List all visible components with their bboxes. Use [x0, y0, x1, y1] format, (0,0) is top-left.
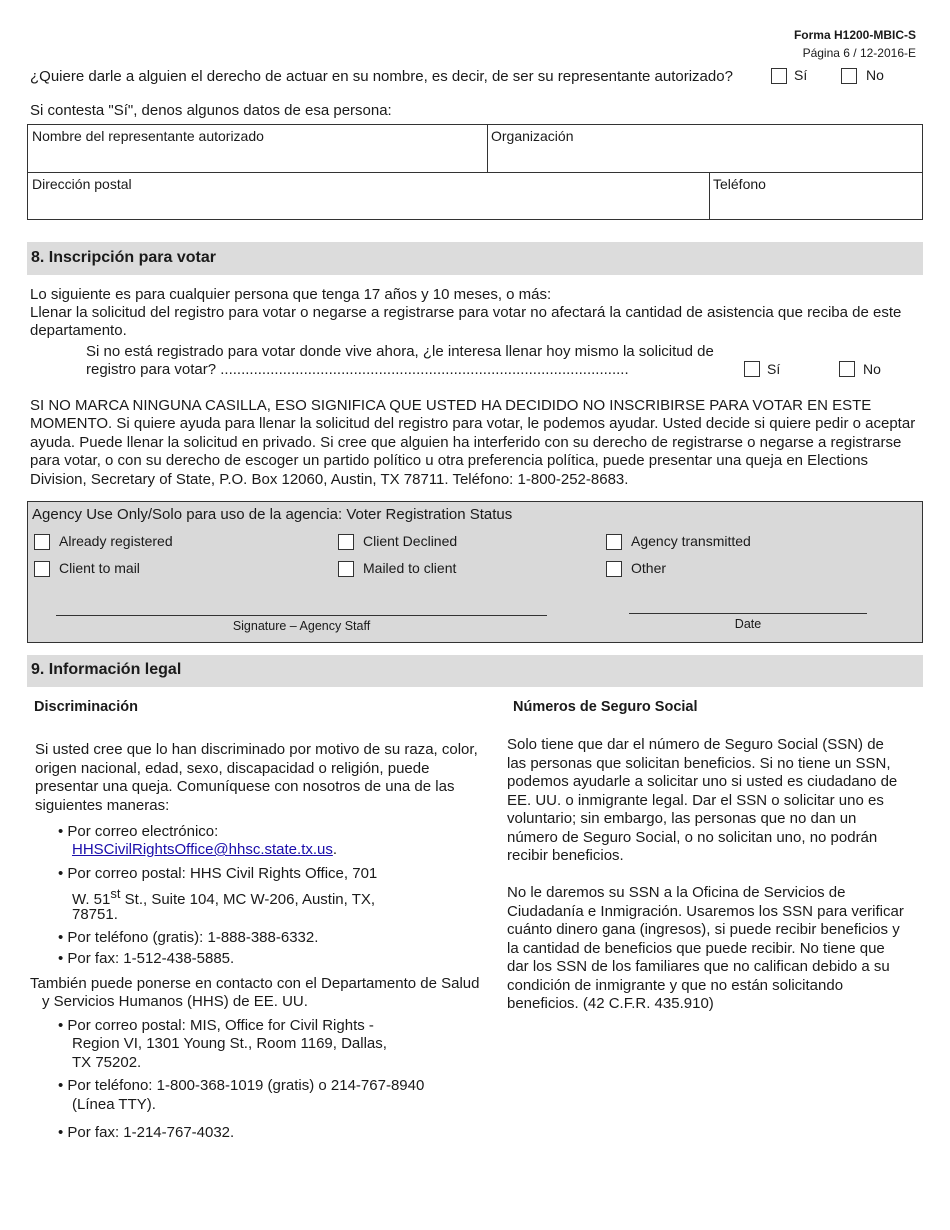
agency-box [27, 501, 923, 643]
organization-field[interactable]: Organización [491, 128, 574, 144]
representative-instruction: Si contesta "Sí", denos algunos datos de esa persona: [30, 102, 392, 119]
email-bullet: • Por correo electrónico: [58, 823, 219, 840]
table-vline [487, 125, 488, 172]
voter-no-checkbox[interactable] [839, 361, 855, 377]
already-registered-label: Already registered [59, 533, 173, 549]
page-info: Página 6 / 12-2016-E [802, 46, 916, 60]
client-declined-checkbox[interactable] [338, 534, 354, 550]
fax-bullet: • Por fax: 1-512-438-5885. [58, 950, 235, 967]
hhs-fax: • Por fax: 1-214-767-4032. [58, 1124, 235, 1141]
representative-no-checkbox[interactable] [841, 68, 857, 84]
signature-label: Signature – Agency Staff [232, 619, 371, 633]
hhs-line-1: También puede ponerse en contacto con el Departamento de Salud [30, 975, 480, 992]
hhs-phone-1: • Por teléfono: 1-800-368-1019 (gratis) o 214-767-8940 [58, 1077, 425, 1094]
agency-transmitted-checkbox[interactable] [606, 534, 622, 550]
civil-rights-email-link[interactable]: HHSCivilRightsOffice@hhsc.state.tx.us [72, 841, 333, 858]
representative-yes-label: Sí [794, 67, 808, 83]
email-link-line [72, 841, 337, 860]
legal-section-title: 9. Información legal [31, 661, 182, 678]
mail-address-sup: st [110, 886, 121, 901]
mail-bullet-1: • Por correo postal: HHS Civil Rights Office, 701 [58, 865, 378, 882]
signature-line[interactable] [56, 615, 547, 616]
mail-address-a: W. 51 [72, 891, 111, 908]
voter-intro-1: Lo siguiente es para cualquier persona que tenga 17 años y 10 meses, o más: [30, 286, 552, 303]
email-period: . [332, 841, 338, 858]
representative-question: ¿Quiere darle a alguien el derecho de actuar en su nombre, es decir, de ser su representante autorizado? [30, 68, 733, 85]
representative-table [27, 124, 923, 220]
date-line[interactable] [629, 613, 867, 614]
table-hline [28, 172, 922, 173]
voter-question-1: Si no está registrado para votar donde vive ahora, ¿le interesa llenar hoy mismo la solicitud de [86, 343, 714, 360]
table-vline [709, 172, 710, 219]
ssn-heading: Números de Seguro Social [513, 699, 698, 715]
hhs-mail-3: TX 75202. [72, 1054, 142, 1071]
agency-title: Agency Use Only/Solo para uso de la agencia: Voter Registration Status [32, 506, 513, 523]
voter-notice: SI NO MARCA NINGUNA CASILLA, ESO SIGNIFICA QUE USTED HA DECIDIDO NO INSCRIBIRSE PARA VOTAR EN ESTE MOMENTO. Si quiere ayuda para llenar la solicitud del registro para votar, le podemos ayudar. Usted decide si quiere pedir o aceptar ayuda. Puede llenar la solicitud en privado. Si cree que alguien ha interferido con su derecho de registrarse o negarse a registrarse para votar, o con su derecho de escoger un partido político u otra preferencia política, puede presentar una queja en Elections Division, Secretary of State, P.O. Box 12060, Austin, TX 78711. Teléfono: 1-800-252-8683. [30, 397, 916, 488]
voter-question-2: registro para votar? .................................................................................................. [86, 361, 629, 378]
phone-field[interactable]: Teléfono [713, 176, 766, 192]
voter-intro-2: Llenar la solicitud del registro para votar o negarse a registrarse para votar no afectará la cantidad de asistencia que reciba de este departamento. [30, 304, 902, 340]
address-field[interactable]: Dirección postal [32, 176, 132, 192]
voter-section-header [27, 242, 923, 275]
other-checkbox[interactable] [606, 561, 622, 577]
voter-section-title: 8. Inscripción para votar [31, 249, 216, 266]
name-field[interactable]: Nombre del representante autorizado [32, 128, 264, 144]
voter-yes-checkbox[interactable] [744, 361, 760, 377]
hhs-mail-1: • Por correo postal: MIS, Office for Civil Rights - [58, 1017, 374, 1034]
voter-no-label: No [863, 361, 881, 377]
client-to-mail-checkbox[interactable] [34, 561, 50, 577]
already-registered-checkbox[interactable] [34, 534, 50, 550]
phone-bullet: • Por teléfono (gratis): 1-888-388-6332. [58, 929, 319, 946]
date-label: Date [734, 617, 762, 631]
hhs-line-2: y Servicios Humanos (HHS) de EE. UU. [42, 993, 308, 1010]
form-id: Forma H1200-MBIC-S [793, 28, 916, 42]
representative-no-label: No [866, 67, 884, 83]
client-to-mail-label: Client to mail [59, 560, 140, 576]
legal-section-header [27, 655, 923, 687]
mailed-to-client-label: Mailed to client [363, 560, 457, 576]
hhs-phone-2: (Línea TTY). [72, 1096, 156, 1113]
other-label: Other [631, 560, 667, 576]
mail-address-b: St., Suite 104, MC W-206, Austin, TX, [120, 891, 376, 908]
hhs-mail-2: Region VI, 1301 Young St., Room 1169, Dallas, [72, 1035, 387, 1052]
agency-transmitted-label: Agency transmitted [631, 533, 751, 549]
discrimination-intro: Si usted cree que lo han discriminado por motivo de su raza, color, origen nacional, edad, sexo, discapacidad o religión, puede presentar una queja. Comuníquese con nosotros de una de las siguientes maneras: [35, 741, 478, 814]
discrimination-heading: Discriminación [34, 699, 138, 715]
client-declined-label: Client Declined [363, 533, 458, 549]
ssn-paragraph-2: No le daremos su SSN a la Oficina de Servicios de Ciudadanía e Inmigración. Usaremos los SSN para verificar cuánto dinero gana (ingresos), si puede recibir beneficios y la cantidad de beneficios que puede recibir. No tiene que dar los SSN de los familiares que no califican debido a su condición de inmigrante y que no están solicitando beneficios. (42 C.F.R. 435.910) [507, 884, 904, 1012]
voter-yes-label: Sí [767, 361, 781, 377]
mail-bullet-3: 78751. [72, 906, 118, 923]
mailed-to-client-checkbox[interactable] [338, 561, 354, 577]
ssn-paragraph-1: Solo tiene que dar el número de Seguro Social (SSN) de las personas que solicitan beneficios. Si no tiene un SSN, podemos ayudarle a solicitar uno si usted es ciudadano de EE. UU. o inmigrante legal. Dar el SSN o solicitar uno es voluntario; sin embargo, las personas que no dan un número de Seguro Social, o no solicitan uno, no podrán recibir beneficios. [507, 736, 898, 864]
representative-yes-checkbox[interactable] [771, 68, 787, 84]
